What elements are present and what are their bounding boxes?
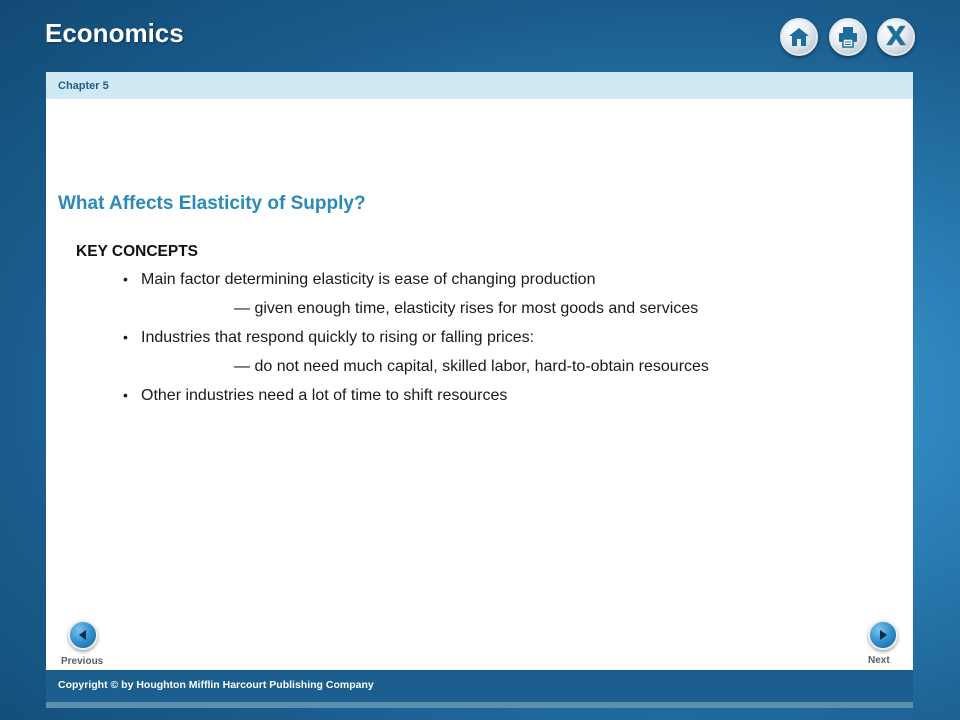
chapter-bar xyxy=(46,72,913,99)
app-title: Economics xyxy=(45,18,184,48)
previous-label[interactable]: Previous xyxy=(61,656,104,667)
key-concepts-heading: KEY CONCEPTS xyxy=(76,243,199,260)
slide-panel xyxy=(46,72,913,672)
footer-strip xyxy=(46,702,913,708)
printer-icon xyxy=(836,25,860,49)
home-icon xyxy=(787,25,811,49)
copyright-text: Copyright © by Houghton Mifflin Harcourt Publishing Company xyxy=(58,679,374,691)
next-button[interactable] xyxy=(868,620,898,650)
sub-item: — do not need much capital, skilled labor, hard-to-obtain resources xyxy=(234,358,709,375)
previous-button[interactable] xyxy=(68,620,98,650)
slide-title: What Affects Elasticity of Supply? xyxy=(58,193,366,214)
close-button[interactable] xyxy=(877,18,915,56)
bullet-item: • Main factor determining elasticity is ease of changing production xyxy=(141,271,595,289)
sub-item: — given enough time, elasticity rises for most goods and services xyxy=(234,300,699,317)
bullet-item: • Other industries need a lot of time to shift resources xyxy=(141,387,507,405)
close-icon: X xyxy=(885,22,907,52)
bullet-item: • Industries that respond quickly to rising or falling prices: xyxy=(141,329,534,347)
chapter-label: Chapter 5 xyxy=(58,80,109,92)
footer-bar xyxy=(46,670,913,702)
home-button[interactable] xyxy=(780,18,818,56)
print-button[interactable] xyxy=(829,18,867,56)
arrow-right-icon xyxy=(876,628,890,642)
next-label[interactable]: Next xyxy=(868,655,890,666)
arrow-left-icon xyxy=(76,628,90,642)
